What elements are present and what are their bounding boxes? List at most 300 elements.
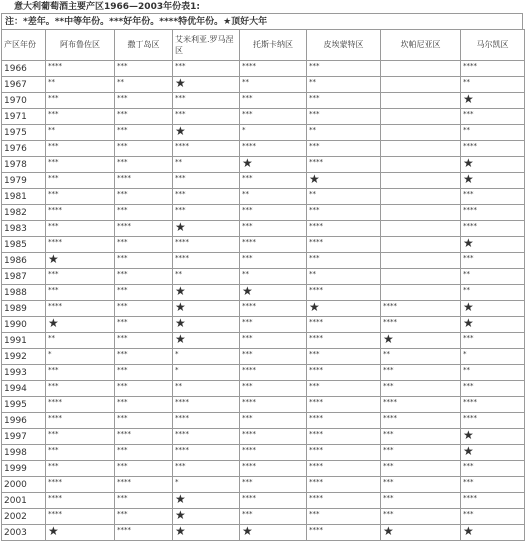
rating-value: *** [309,510,320,518]
rating-value: * [175,478,179,486]
rating-cell [240,61,307,77]
rating-cell [46,429,115,445]
rating-value: *** [309,382,320,390]
rating-cell [173,349,240,365]
year-cell: 1988 [2,285,46,301]
rating-value: *** [242,478,253,486]
rating-cell [240,109,307,125]
rating-cell [173,269,240,285]
rating-cell [115,493,173,509]
rating-cell [381,93,461,109]
rating-cell [307,189,381,205]
rating-value: *** [117,286,128,294]
rating-value: ★ [463,316,474,330]
rating-cell [461,141,525,157]
rating-cell [307,413,381,429]
rating-value: **** [242,366,256,374]
rating-value: **** [309,334,323,342]
rating-cell [381,413,461,429]
year-cell: 1982 [2,205,46,221]
year-cell: 1985 [2,237,46,253]
rating-cell [461,61,525,77]
year-cell: 1970 [2,93,46,109]
year-cell: 1991 [2,333,46,349]
rating-value: **** [463,222,477,230]
rating-value: **** [309,238,323,246]
rating-cell [115,125,173,141]
year-cell: 1994 [2,381,46,397]
rating-value: **** [463,62,477,70]
year-cell: 1975 [2,125,46,141]
rating-cell [115,525,173,541]
rating-value: ** [309,190,316,198]
rating-value: ★ [463,428,474,442]
rating-cell [46,125,115,141]
rating-value: *** [309,110,320,118]
rating-cell [46,477,115,493]
rating-cell [173,365,240,381]
rating-value: **** [309,446,323,454]
year-cell: 1983 [2,221,46,237]
table-row [2,413,525,429]
rating-cell [240,493,307,509]
rating-value: *** [463,382,474,390]
rating-cell [115,237,173,253]
rating-cell [46,301,115,317]
rating-cell [173,381,240,397]
year-cell: 1989 [2,301,46,317]
table-row [2,253,525,269]
rating-cell [240,157,307,173]
rating-value: *** [117,302,128,310]
rating-value: ** [48,334,55,342]
table-row [2,141,525,157]
column-header: 坎帕尼亚区 [381,30,461,61]
rating-cell [461,221,525,237]
rating-cell [381,301,461,317]
year-cell: 1971 [2,109,46,125]
rating-value: *** [383,494,394,502]
rating-value: **** [383,414,397,422]
rating-cell [461,317,525,333]
rating-value: **** [175,398,189,406]
rating-cell [240,381,307,397]
rating-cell [173,461,240,477]
rating-cell [461,301,525,317]
rating-value: **** [48,494,62,502]
rating-value: **** [242,142,256,150]
rating-cell [381,397,461,413]
rating-value: **** [309,526,323,534]
rating-cell [115,413,173,429]
year-cell: 1998 [2,445,46,461]
rating-cell [461,253,525,269]
rating-cell [46,525,115,541]
rating-value: ★ [242,284,253,298]
table-row [2,445,525,461]
rating-value: * [48,350,52,358]
rating-cell [307,253,381,269]
table-row [2,461,525,477]
rating-cell [307,269,381,285]
rating-value: ★ [175,316,186,330]
rating-cell [240,141,307,157]
column-header: 撒丁岛区 [115,30,173,61]
rating-cell [46,157,115,173]
rating-cell [381,493,461,509]
rating-cell [173,125,240,141]
column-header: 马尔凯区 [461,30,525,61]
rating-value: **** [309,366,323,374]
rating-cell [173,93,240,109]
rating-value: ** [463,366,470,374]
rating-cell [381,253,461,269]
rating-cell [461,429,525,445]
rating-value: * [175,366,179,374]
rating-value: *** [383,366,394,374]
rating-cell [461,269,525,285]
table-row [2,61,525,77]
rating-value: ★ [383,524,394,538]
rating-cell [115,109,173,125]
rating-cell [173,509,240,525]
rating-value: **** [242,446,256,454]
rating-value: ★ [309,300,320,314]
rating-cell [115,189,173,205]
year-cell: 1996 [2,413,46,429]
rating-cell [461,477,525,493]
rating-cell [381,109,461,125]
rating-value: **** [48,206,62,214]
table-row [2,237,525,253]
table-row [2,269,525,285]
year-cell: 1978 [2,157,46,173]
rating-cell [461,413,525,429]
rating-cell [173,205,240,221]
rating-value: **** [242,62,256,70]
rating-cell [307,365,381,381]
rating-value: ** [309,270,316,278]
rating-cell [173,77,240,93]
rating-cell [461,509,525,525]
rating-cell [46,109,115,125]
rating-value: **** [463,398,477,406]
rating-cell [307,477,381,493]
year-cell: 2002 [2,509,46,525]
year-cell: 1999 [2,461,46,477]
rating-cell [461,349,525,365]
rating-value: **** [117,478,131,486]
rating-value: *** [242,94,253,102]
rating-value: **** [48,414,62,422]
rating-cell [46,461,115,477]
year-cell: 1967 [2,77,46,93]
rating-cell [461,525,525,541]
rating-cell [307,333,381,349]
rating-value: *** [242,334,253,342]
rating-value: *** [117,94,128,102]
rating-value: **** [117,526,131,534]
rating-value: *** [48,190,59,198]
rating-cell [173,525,240,541]
table-header-row [2,30,525,61]
rating-value: ★ [175,300,186,314]
rating-value: *** [383,446,394,454]
rating-value: *** [117,142,128,150]
rating-value: **** [309,414,323,422]
rating-value: ★ [383,332,394,346]
rating-value: *** [117,270,128,278]
rating-cell [461,381,525,397]
rating-value: **** [48,62,62,70]
rating-cell [307,317,381,333]
rating-value: ★ [463,92,474,106]
rating-value: **** [309,430,323,438]
rating-value: *** [117,414,128,422]
rating-cell [173,141,240,157]
rating-value: **** [309,398,323,406]
table-row [2,221,525,237]
column-header: 托斯卡纳区 [240,30,307,61]
rating-cell [240,365,307,381]
rating-cell [240,269,307,285]
year-cell: 2001 [2,493,46,509]
rating-cell [381,509,461,525]
table-row [2,349,525,365]
rating-value: ** [463,270,470,278]
rating-cell [46,205,115,221]
year-cell: 1987 [2,269,46,285]
rating-value: ★ [463,300,474,314]
rating-cell [461,237,525,253]
year-cell: 2003 [2,525,46,541]
rating-cell [307,61,381,77]
table-body [2,61,525,541]
rating-value: **** [117,430,131,438]
rating-cell [46,141,115,157]
rating-value: *** [117,318,128,326]
rating-cell [46,365,115,381]
rating-value: *** [383,478,394,486]
rating-cell [240,237,307,253]
rating-value: *** [117,190,128,198]
rating-cell [307,173,381,189]
table-row [2,285,525,301]
rating-value: *** [117,126,128,134]
rating-cell [173,317,240,333]
rating-cell [46,189,115,205]
rating-value: **** [309,462,323,470]
rating-value: *** [48,446,59,454]
rating-value: **** [175,142,189,150]
rating-value: *** [48,366,59,374]
rating-cell [240,205,307,221]
table-row [2,205,525,221]
rating-cell [381,381,461,397]
table-row [2,93,525,109]
rating-value: *** [309,350,320,358]
rating-value: *** [242,254,253,262]
rating-value: ** [175,158,182,166]
rating-cell [461,493,525,509]
rating-value: ★ [463,524,474,538]
rating-value: **** [48,510,62,518]
rating-cell [381,189,461,205]
rating-cell [381,429,461,445]
rating-cell [307,237,381,253]
rating-cell [461,285,525,301]
rating-cell [240,189,307,205]
rating-cell [46,269,115,285]
rating-cell [307,77,381,93]
rating-cell [307,157,381,173]
rating-cell [381,525,461,541]
rating-value: **** [463,142,477,150]
rating-value: *** [117,366,128,374]
rating-cell [115,61,173,77]
rating-cell [115,429,173,445]
rating-value: *** [309,206,320,214]
rating-cell [240,413,307,429]
rating-value: ** [242,78,249,86]
rating-value: *** [242,110,253,118]
rating-cell [173,109,240,125]
table-row [2,317,525,333]
table-row [2,381,525,397]
rating-value: ★ [48,316,59,330]
rating-cell [461,189,525,205]
rating-cell [46,93,115,109]
rating-value: **** [48,398,62,406]
rating-value: **** [175,414,189,422]
rating-cell [381,349,461,365]
rating-value: ★ [309,172,320,186]
rating-value: **** [309,158,323,166]
rating-value: *** [309,62,320,70]
rating-value: **** [309,494,323,502]
rating-cell [381,269,461,285]
rating-value: ** [48,126,55,134]
rating-value: *** [117,446,128,454]
rating-value: *** [175,94,186,102]
rating-value: *** [48,430,59,438]
year-cell: 1981 [2,189,46,205]
rating-cell [307,397,381,413]
table-row [2,493,525,509]
rating-cell [307,221,381,237]
rating-value: *** [175,174,186,182]
rating-cell [307,301,381,317]
table-row [2,397,525,413]
rating-value: * [242,126,246,134]
rating-cell [115,317,173,333]
rating-cell [381,61,461,77]
rating-cell [173,157,240,173]
rating-value: **** [242,238,256,246]
rating-value: *** [309,254,320,262]
rating-cell [173,445,240,461]
rating-cell [115,477,173,493]
rating-cell [173,333,240,349]
column-header: 产区年份 [2,30,46,61]
table-row [2,477,525,493]
rating-value: **** [309,222,323,230]
rating-value: ★ [463,172,474,186]
rating-value: *** [463,334,474,342]
rating-cell [46,61,115,77]
rating-cell [461,109,525,125]
rating-value: ★ [175,508,186,522]
table-row [2,157,525,173]
rating-cell [173,173,240,189]
rating-cell [307,381,381,397]
rating-value: *** [383,510,394,518]
rating-value: *** [48,286,59,294]
table-row [2,189,525,205]
rating-value: *** [242,206,253,214]
rating-cell [115,509,173,525]
rating-cell [461,157,525,173]
rating-cell [46,253,115,269]
rating-value: *** [383,430,394,438]
rating-cell [115,77,173,93]
rating-value: *** [117,494,128,502]
rating-cell [381,461,461,477]
rating-value: ★ [242,156,253,170]
rating-value: **** [309,286,323,294]
rating-cell [240,93,307,109]
rating-cell [307,93,381,109]
rating-value: ** [48,78,55,86]
rating-cell [461,77,525,93]
rating-cell [46,349,115,365]
rating-value: **** [242,430,256,438]
table-row [2,173,525,189]
rating-cell [461,173,525,189]
rating-cell [461,333,525,349]
table-row [2,125,525,141]
rating-cell [46,509,115,525]
rating-cell [240,125,307,141]
rating-value: **** [242,494,256,502]
rating-cell [240,477,307,493]
rating-cell [115,157,173,173]
year-cell: 1976 [2,141,46,157]
rating-cell [461,445,525,461]
rating-value: **** [117,222,131,230]
rating-value: *** [117,254,128,262]
year-cell: 1986 [2,253,46,269]
rating-cell [381,141,461,157]
rating-cell [173,221,240,237]
rating-cell [381,445,461,461]
rating-cell [46,173,115,189]
rating-value: ★ [175,220,186,234]
rating-cell [115,285,173,301]
rating-value: *** [463,254,474,262]
rating-cell [240,253,307,269]
rating-value: *** [175,190,186,198]
rating-cell [46,397,115,413]
rating-cell [173,477,240,493]
rating-value: *** [117,510,128,518]
rating-cell [381,157,461,173]
vintage-table [1,29,525,541]
rating-cell [461,205,525,221]
rating-cell [461,461,525,477]
rating-value: ** [175,270,182,278]
rating-cell [46,285,115,301]
